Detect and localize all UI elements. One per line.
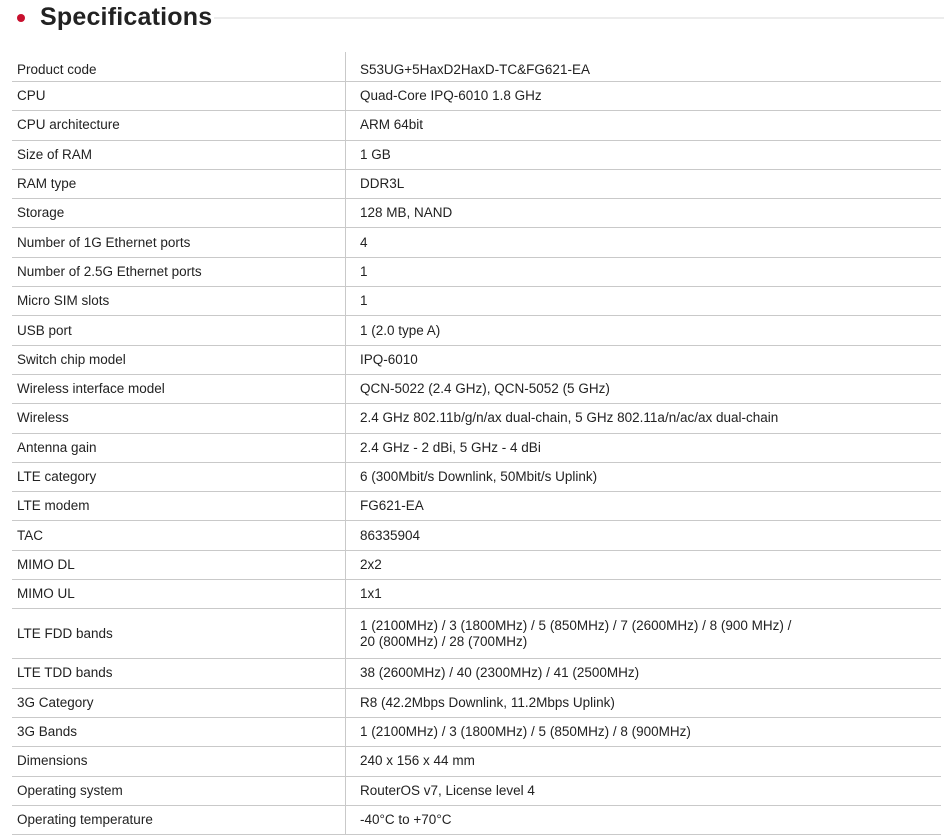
spec-value: 2.4 GHz - 2 dBi, 5 GHz - 4 dBi xyxy=(346,433,942,462)
spec-value: -40°C to +70°C xyxy=(346,805,942,834)
table-row xyxy=(12,717,941,746)
table-row xyxy=(12,550,941,579)
table-row xyxy=(12,433,941,462)
table-row xyxy=(12,462,941,491)
spec-value xyxy=(346,609,942,659)
spec-label: LTE category xyxy=(12,462,346,491)
spec-value-line: 20 (800MHz) / 28 (700MHz) xyxy=(360,633,528,649)
section-header xyxy=(0,0,951,40)
spec-value: R8 (42.2Mbps Downlink, 11.2Mbps Uplink) xyxy=(346,688,942,717)
spec-label: Wireless xyxy=(12,404,346,433)
table-row xyxy=(12,316,941,345)
spec-label: Switch chip model xyxy=(12,345,346,374)
spec-value: 1 GB xyxy=(346,140,942,169)
spec-label: CPU xyxy=(12,82,346,111)
spec-label: Size of RAM xyxy=(12,140,346,169)
spec-value: 6 (300Mbit/s Downlink, 50Mbit/s Uplink) xyxy=(346,462,942,491)
spec-value: Quad-Core IPQ-6010 1.8 GHz xyxy=(346,82,942,111)
table-row xyxy=(12,140,941,169)
spec-value: 86335904 xyxy=(346,521,942,550)
spec-value: 38 (2600MHz) / 40 (2300MHz) / 41 (2500MHz) xyxy=(346,659,942,688)
spec-value: IPQ-6010 xyxy=(346,345,942,374)
spec-value: 128 MB, NAND xyxy=(346,199,942,228)
table-row xyxy=(12,747,941,776)
spec-label: 3G Category xyxy=(12,688,346,717)
spec-value: 1 xyxy=(346,257,942,286)
spec-value: RouterOS v7, License level 4 xyxy=(346,776,942,805)
spec-label: Operating system xyxy=(12,776,346,805)
spec-label: TAC xyxy=(12,521,346,550)
spec-value: 1 (2.0 type A) xyxy=(346,316,942,345)
table-row xyxy=(12,404,941,433)
table-row xyxy=(12,580,941,609)
table-row xyxy=(12,199,941,228)
table-row xyxy=(12,776,941,805)
spec-label: 3G Bands xyxy=(12,717,346,746)
table-row xyxy=(12,287,941,316)
spec-value: 4 xyxy=(346,228,942,257)
spec-value: FG621-EA xyxy=(346,492,942,521)
table-row xyxy=(12,345,941,374)
table-row xyxy=(12,169,941,198)
spec-label: Wireless interface model xyxy=(12,374,346,403)
spec-value-line: 1 (2100MHz) / 3 (1800MHz) / 5 (850MHz) / 7 (2600MHz) / 8 (900 MHz) / xyxy=(360,617,792,633)
spec-value: 1x1 xyxy=(346,580,942,609)
spec-value: ARM 64bit xyxy=(346,111,942,140)
table-row xyxy=(12,257,941,286)
table-row xyxy=(12,82,941,111)
table-row xyxy=(12,111,941,140)
table-row xyxy=(12,659,941,688)
table-row xyxy=(12,52,941,82)
spec-label: Operating temperature xyxy=(12,805,346,834)
spec-label: MIMO DL xyxy=(12,550,346,579)
spec-label: USB port xyxy=(12,316,346,345)
table-row xyxy=(12,374,941,403)
table-row xyxy=(12,228,941,257)
table-row xyxy=(12,521,941,550)
spec-label: Product code xyxy=(12,52,346,82)
spec-label: CPU architecture xyxy=(12,111,346,140)
spec-label: Number of 2.5G Ethernet ports xyxy=(12,257,346,286)
spec-label: Antenna gain xyxy=(12,433,346,462)
spec-value: S53UG+5HaxD2HaxD-TC&FG621-EA xyxy=(346,52,942,82)
spec-label: Storage xyxy=(12,199,346,228)
table-row xyxy=(12,492,941,521)
spec-value: 240 x 156 x 44 mm xyxy=(346,747,942,776)
spec-label: RAM type xyxy=(12,169,346,198)
spec-value: 2.4 GHz 802.11b/g/n/ax dual-chain, 5 GHz 802.11a/n/ac/ax dual-chain xyxy=(346,404,942,433)
spec-label: LTE modem xyxy=(12,492,346,521)
title-divider xyxy=(214,17,944,19)
table-row xyxy=(12,688,941,717)
spec-value: DDR3L xyxy=(346,169,942,198)
spec-label: Micro SIM slots xyxy=(12,287,346,316)
table-row xyxy=(12,805,941,834)
spec-label: Dimensions xyxy=(12,747,346,776)
bullet-icon xyxy=(17,14,25,22)
spec-value: 2x2 xyxy=(346,550,942,579)
section-title: Specifications xyxy=(40,3,213,31)
spec-label: Number of 1G Ethernet ports xyxy=(12,228,346,257)
spec-label: LTE FDD bands xyxy=(12,609,346,659)
spec-label: MIMO UL xyxy=(12,580,346,609)
spec-value: QCN-5022 (2.4 GHz), QCN-5052 (5 GHz) xyxy=(346,374,942,403)
spec-value: 1 (2100MHz) / 3 (1800MHz) / 5 (850MHz) / 8 (900MHz) xyxy=(346,717,942,746)
table-row xyxy=(12,609,941,659)
spec-label: LTE TDD bands xyxy=(12,659,346,688)
spec-value: 1 xyxy=(346,287,942,316)
specifications-table xyxy=(12,52,941,835)
